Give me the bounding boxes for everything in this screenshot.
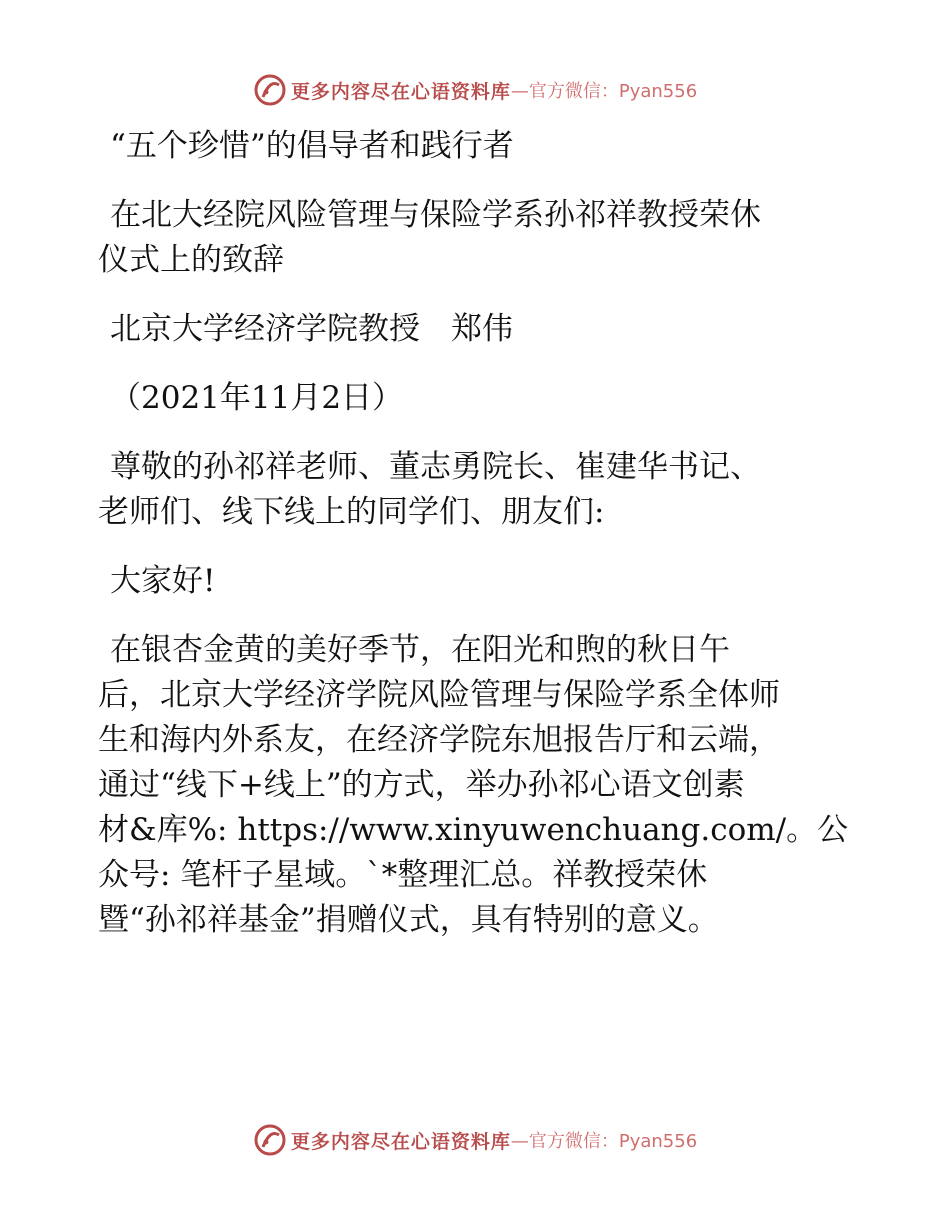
watermark-main-text: 更多内容尽在心语资料库 — [290, 80, 511, 103]
subtitle-line-2: 仪式上的致辞 — [98, 242, 284, 278]
body-line-1: 在银杏金黄的美好季节，在阳光和煦的秋日午 — [110, 632, 730, 668]
document-body — [98, 124, 858, 943]
watermark-main-text: 更多内容尽在心语资料库 — [290, 1130, 511, 1153]
watermark-wechat-text: —官方微信：Pyan556 — [510, 1131, 698, 1152]
body-line-3: 生和海内外系友，在经济学院东旭报告厅和云端， — [98, 722, 780, 758]
greeting-line-2: 老师们、线下线上的同学们、朋友们: — [98, 494, 605, 530]
greeting-line-1: 尊敬的孙祁祥老师、董志勇院长、崔建华书记、 — [110, 449, 761, 485]
watermark-wechat-text: —官方微信：Pyan556 — [510, 81, 698, 102]
xinyu-logo-icon — [253, 73, 287, 107]
watermark-footer — [0, 1120, 950, 1160]
body-line-5: 材&库%: https://www.xinyuwenchuang.com/。公 — [98, 812, 849, 848]
author-line: 北京大学经济学院教授 郑伟 — [110, 311, 513, 347]
body-line-4: 通过“线下+线上”的方式，举办孙祁心语文创素 — [98, 767, 745, 803]
body-line-7: 暨“孙祁祥基金”捐赠仪式，具有特别的意义。 — [98, 902, 719, 938]
xinyu-logo-icon — [253, 1123, 287, 1157]
body-line-2: 后，北京大学经济学院风险管理与保险学系全体师 — [98, 677, 780, 713]
watermark-header — [0, 70, 950, 110]
body-line-6: 众号: 笔杆子星域。`*整理汇总。祥教授荣休 — [98, 857, 708, 893]
doc-title: “五个珍惜”的倡导者和践行者 — [110, 128, 514, 164]
date-line: （2021年11月2日） — [110, 380, 404, 416]
hello-line: 大家好! — [110, 563, 216, 599]
subtitle-line-1: 在北大经院风险管理与保险学系孙祁祥教授荣休 — [110, 197, 761, 233]
